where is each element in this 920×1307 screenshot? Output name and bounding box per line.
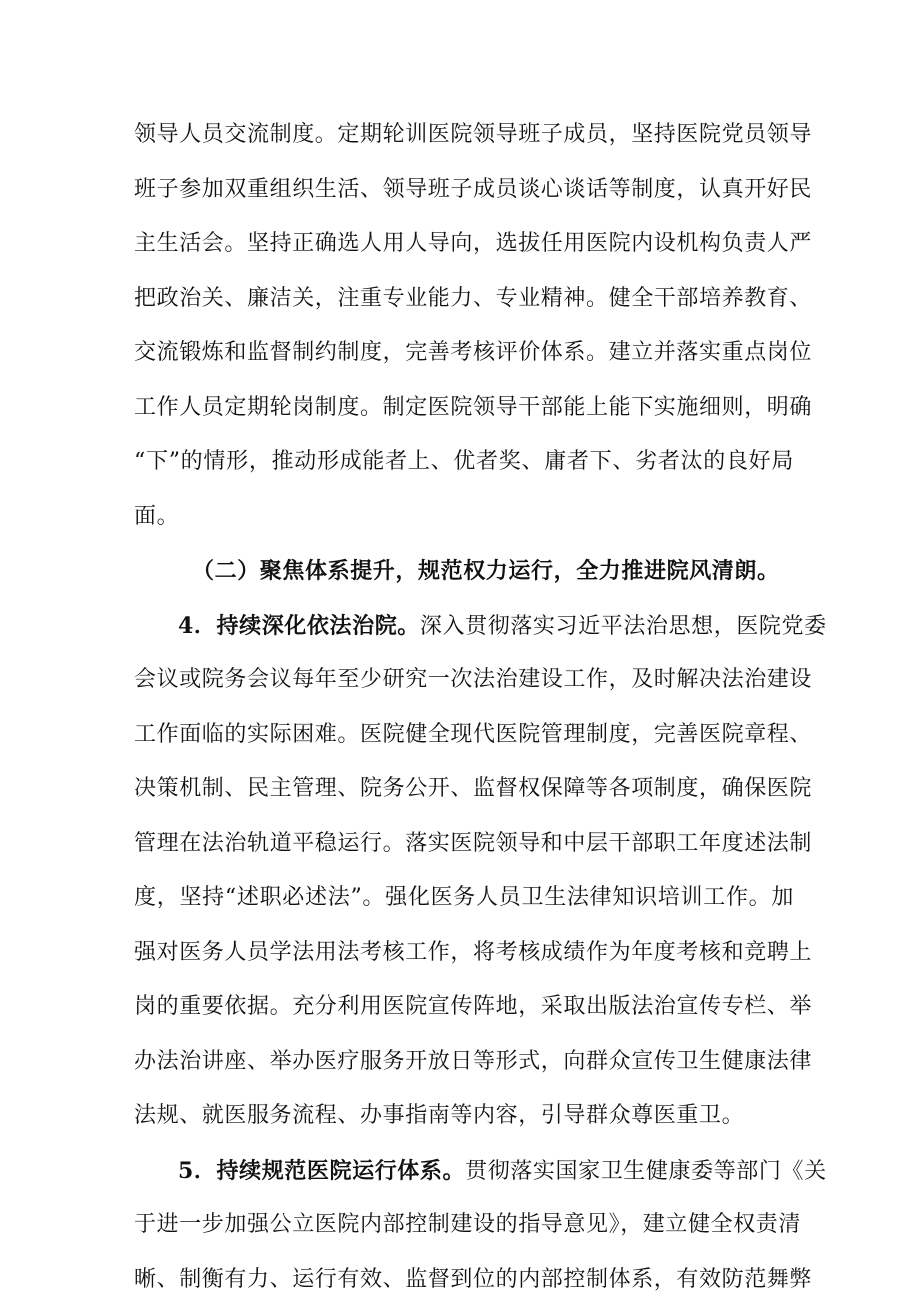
text-line: 岗的重要依据。充分利用医院宣传阵地，采取出版法治宣传专栏、举 — [134, 980, 794, 1035]
text-line: 主生活会。坚持正确选人用人导向，选拔任用医院内设机构负责人严 — [134, 217, 794, 272]
text-line: 领导人员交流制度。定期轮训医院领导班子成员，坚持医院党员领导 — [134, 108, 794, 163]
text-line: 工作人员定期轮岗制度。制定医院领导干部能上能下实施细则，明确 — [134, 381, 794, 436]
text-line: 法规、就医服务流程、办事指南等内容，引导群众尊医重卫。 — [134, 1089, 794, 1144]
text-line: 把政治关、廉洁关，注重专业能力、专业精神。健全干部培养教育、 — [134, 272, 794, 327]
text-line — [134, 1144, 794, 1199]
paragraph-cadre-exchange — [134, 108, 794, 544]
item-text: 深入贯彻落实习近平法治思想，医院党委 — [420, 614, 827, 639]
text-line: 决策机制、民主管理、院务公开、监督权保障等各项制度，确保医院 — [134, 762, 794, 817]
text-line: 办法治讲座、举办医疗服务开放日等形式，向群众宣传卫生健康法律 — [134, 1035, 794, 1090]
text-line: 会议或院务会议每年至少研究一次法治建设工作，及时解决法治建设 — [134, 653, 794, 708]
text-line: 面。 — [134, 490, 794, 545]
text-line: 班子参加双重组织生活、领导班子成员谈心谈话等制度，认真开好民 — [134, 163, 794, 218]
text-line: 度，坚持“述职必述法”。强化医务人员卫生法律知识培训工作。加 — [134, 871, 794, 926]
text-line: 管理在法治轨道平稳运行。落实医院领导和中层干部职工年度述法制 — [134, 817, 794, 872]
paragraph-rule-of-law — [134, 599, 794, 1144]
text-line — [134, 599, 794, 654]
section-heading: （二）聚焦体系提升，规范权力运行，全力推进院风清朗。 — [134, 544, 794, 599]
text-line: “下”的情形，推动形成能者上、优者奖、庸者下、劣者汰的良好局 — [134, 435, 794, 490]
text-line: 强对医务人员学法用法考核工作，将考核成绩作为年度考核和竞聘上 — [134, 926, 794, 981]
paragraph-operation-system — [134, 1144, 794, 1307]
item-lead: 5．持续规范医院运行体系。 — [178, 1158, 465, 1184]
text-line: 交流锻炼和监督制约制度，完善考核评价体系。建立并落实重点岗位 — [134, 326, 794, 381]
text-line: 晰、制衡有力、运行有效、监督到位的内部控制体系，有效防范舞弊 — [134, 1253, 794, 1307]
text-line: 于进一步加强公立医院内部控制建设的指导意见》，建立健全权责清 — [134, 1198, 794, 1253]
item-text: 贯彻落实国家卫生健康委等部门《关 — [465, 1159, 827, 1184]
document-page — [134, 108, 794, 1307]
text-line: 工作面临的实际困难。医院健全现代医院管理制度，完善医院章程、 — [134, 708, 794, 763]
item-lead: 4．持续深化依法治院。 — [178, 613, 420, 639]
